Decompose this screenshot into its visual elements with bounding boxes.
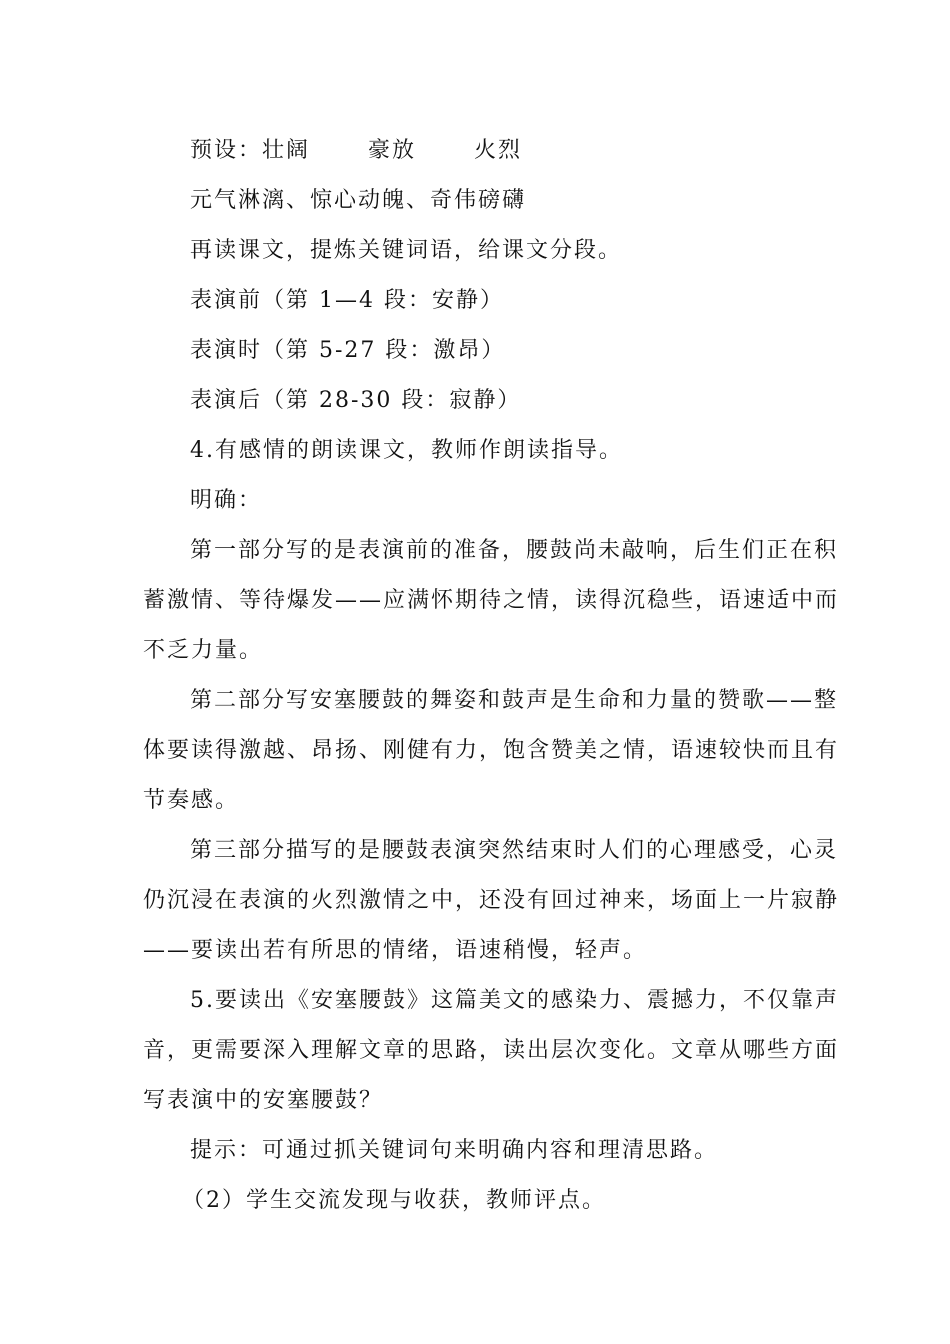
preset-label: 预设：壮阔 <box>190 138 311 163</box>
step-4-line: 4.有感情的朗读课文，教师作朗读指导。 <box>190 438 623 463</box>
reread-line: 再读课文，提炼关键词语，给课文分段。 <box>190 238 623 263</box>
exchange-line: （2）学生交流发现与收获，教师评点。 <box>182 1188 606 1213</box>
para4-line-1: 5.要读出《安塞腰鼓》这篇美文的感染力、震撼力，不仅靠声 <box>190 988 839 1013</box>
idioms-line: 元气淋漓、惊心动魄、奇伟磅礴 <box>190 188 527 213</box>
para1-line-2: 蓄激情、等待爆发——应满怀期待之情，读得沉稳些，语速适中而 <box>143 588 840 613</box>
para3-line-2: 仍沉浸在表演的火烈激情之中，还没有回过神来，场面上一片寂静 <box>143 888 840 913</box>
section-after: 表演后（第 28-30 段：寂静） <box>190 388 522 413</box>
para3-line-1: 第三部分描写的是腰鼓表演突然结束时人们的心理感受，心灵 <box>190 838 839 863</box>
para4-line-2: 音，更需要深入理解文章的思路，读出层次变化。文章从哪些方面 <box>143 1038 840 1063</box>
section-during: 表演时（第 5-27 段：激昂） <box>190 338 506 363</box>
para2-line-3: 节奏感。 <box>143 788 240 813</box>
para3-line-3: ——要读出若有所思的情绪，语速稍慢，轻声。 <box>143 938 648 963</box>
clarify-label: 明确： <box>190 488 263 513</box>
para2-line-2: 体要读得激越、昂扬、刚健有力，饱含赞美之情，语速较快而且有 <box>143 738 840 763</box>
preset-line <box>190 136 522 166</box>
para4-line-3: 写表演中的安塞腰鼓？ <box>143 1088 384 1113</box>
preset-word-3: 火烈 <box>474 138 523 163</box>
para1-line-3: 不乏力量。 <box>143 638 264 663</box>
hint-line: 提示：可通过抓关键词句来明确内容和理清思路。 <box>190 1138 719 1163</box>
para1-line-1: 第一部分写的是表演前的准备，腰鼓尚未敲响，后生们正在积 <box>190 538 839 563</box>
preset-word-2: 豪放 <box>368 138 417 163</box>
para2-line-1: 第二部分写安塞腰鼓的舞姿和鼓声是生命和力量的赞歌——整 <box>190 688 839 713</box>
section-before: 表演前（第 1—4 段：安静） <box>190 288 504 313</box>
